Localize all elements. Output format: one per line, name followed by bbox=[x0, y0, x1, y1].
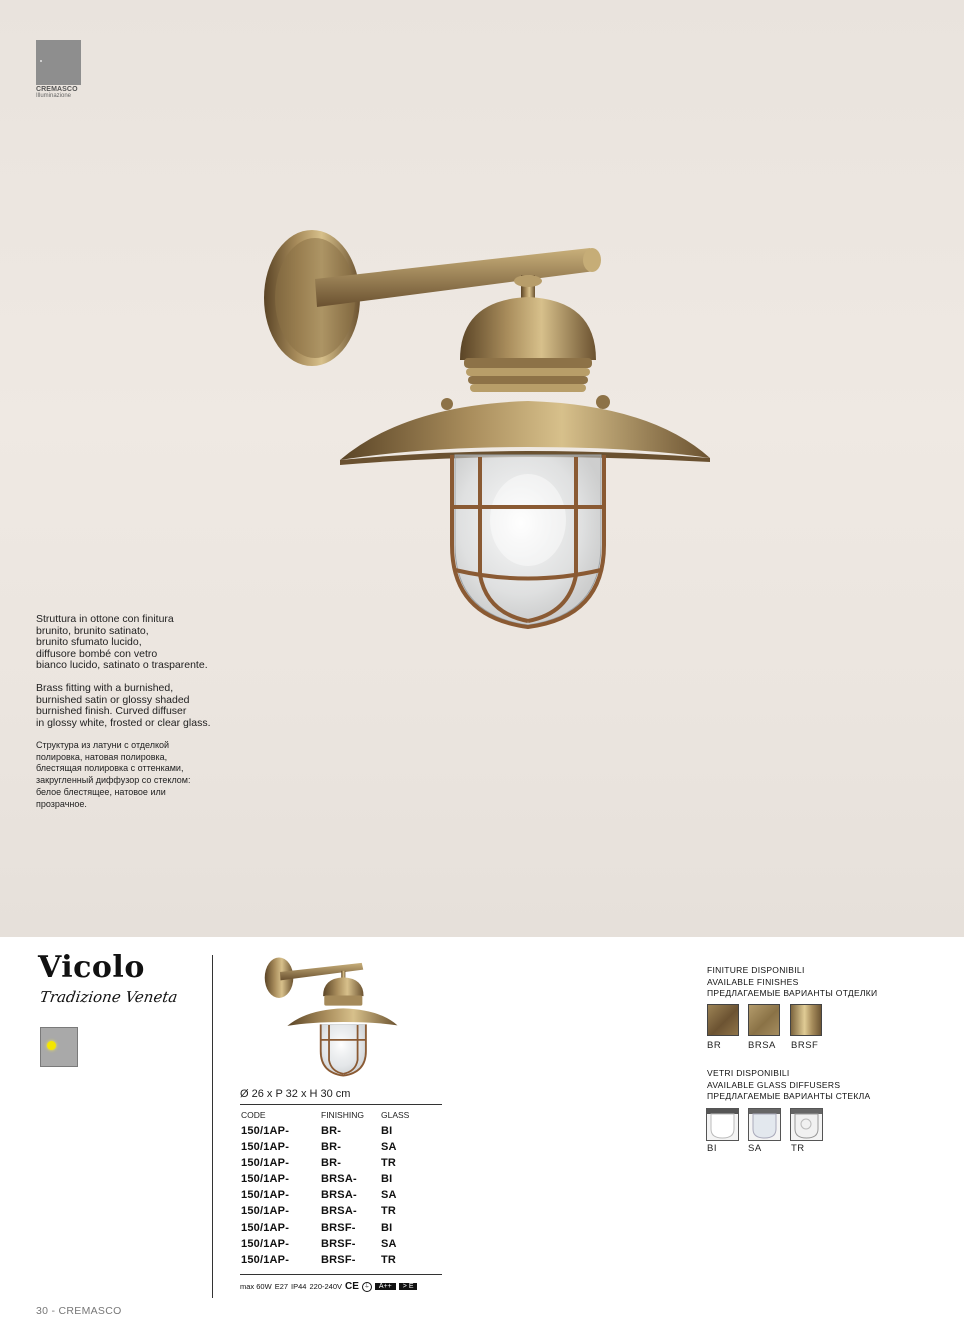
table-cell: BRSA- bbox=[321, 1205, 357, 1217]
desc-ru-line: закругленный диффузор со стеклом: bbox=[36, 775, 191, 786]
description-italian bbox=[36, 614, 208, 672]
finish-label-br: BR bbox=[707, 1040, 722, 1051]
brand-name: CREMASCO bbox=[36, 86, 78, 93]
finish-label-brsf: BRSF bbox=[791, 1040, 819, 1051]
table-cell: 150/1AP- bbox=[241, 1222, 290, 1234]
col-header-finishing: FINISHING bbox=[321, 1110, 364, 1120]
table-cell: TR bbox=[381, 1205, 397, 1217]
finish-swatch-brsf bbox=[790, 1004, 822, 1036]
table-cell: SA bbox=[381, 1238, 397, 1250]
spec-power: max 60W bbox=[240, 1282, 272, 1291]
table-cell: 150/1AP- bbox=[241, 1125, 290, 1137]
heading-line: VETRI DISPONIBILI bbox=[707, 1068, 790, 1078]
table-cell: 150/1AP- bbox=[241, 1238, 290, 1250]
finish-label-brsa: BRSA bbox=[748, 1040, 776, 1051]
table-cell: BR- bbox=[321, 1141, 342, 1153]
spec-ip: IP44 bbox=[291, 1282, 307, 1291]
glasses-heading bbox=[707, 1068, 871, 1103]
glass-label-bi: BI bbox=[707, 1143, 717, 1154]
glass-label-tr: TR bbox=[791, 1143, 805, 1154]
table-cell: TR bbox=[381, 1157, 397, 1169]
table-cell: BRSF- bbox=[321, 1254, 356, 1266]
table-cell: 150/1AP- bbox=[241, 1173, 290, 1185]
lamp-main-image bbox=[255, 215, 725, 635]
table-cell: 150/1AP- bbox=[241, 1141, 290, 1153]
lamp-thumbnail-image bbox=[262, 953, 402, 1078]
description-english bbox=[36, 683, 211, 729]
glass-swatch-sa bbox=[748, 1108, 781, 1141]
desc-it-line: brunito sfumato lucido, bbox=[36, 636, 142, 649]
description-russian bbox=[36, 740, 191, 810]
product-title: Vicolo bbox=[38, 950, 145, 985]
desc-it-line: diffusore bombé con vetro bbox=[36, 647, 158, 660]
heading-line: ПРЕДЛАГАЕМЫЕ ВАРИАНТЫ ОТДЕЛКИ bbox=[707, 988, 878, 998]
heading-line: AVAILABLE FINISHES bbox=[707, 976, 799, 987]
ce-mark-icon: CE bbox=[345, 1281, 359, 1292]
desc-en-line: in glossy white, frosted or clear glass. bbox=[36, 716, 211, 729]
table-cell: BR- bbox=[321, 1125, 342, 1137]
desc-it-line: Struttura in ottone con finitura bbox=[36, 613, 174, 625]
table-cell: BI bbox=[381, 1222, 393, 1234]
table-cell: 150/1AP- bbox=[241, 1205, 290, 1217]
col-header-glass: GLASS bbox=[381, 1110, 410, 1120]
table-cell: 150/1AP- bbox=[241, 1189, 290, 1201]
energy-class-e: > E bbox=[399, 1283, 418, 1290]
table-cell: 150/1AP- bbox=[241, 1254, 290, 1266]
divider bbox=[212, 955, 213, 1298]
desc-it-line: brunito, brunito satinato, bbox=[36, 624, 149, 637]
ground-symbol-icon: ⏚ bbox=[363, 1283, 370, 1290]
brand-logo bbox=[36, 40, 81, 85]
table-cell: BRSA- bbox=[321, 1189, 357, 1201]
table-cell: SA bbox=[381, 1189, 397, 1201]
energy-class-a: A++ bbox=[375, 1283, 396, 1290]
finish-swatch-brsa bbox=[748, 1004, 780, 1036]
table-cell: BRSF- bbox=[321, 1238, 356, 1250]
spec-socket: E27 bbox=[274, 1282, 289, 1291]
light-bulb-icon bbox=[40, 1027, 78, 1067]
glass-swatch-tr bbox=[790, 1108, 823, 1141]
glass-swatch-bi bbox=[706, 1108, 739, 1141]
desc-ru-line: прозрачное. bbox=[36, 798, 87, 809]
desc-it-line: bianco lucido, satinato o trasparente. bbox=[36, 659, 208, 672]
desc-ru-line: блестящая полировка с оттенками, bbox=[36, 763, 184, 774]
desc-ru-line: Структура из латуни с отделкой bbox=[36, 740, 170, 750]
table-cell: BI bbox=[381, 1173, 393, 1185]
finish-swatch-br bbox=[707, 1004, 739, 1036]
desc-ru-line: полировка, натовая полировка, bbox=[36, 751, 168, 762]
table-cell: SA bbox=[381, 1141, 397, 1153]
table-cell: 150/1AP- bbox=[241, 1157, 290, 1169]
product-dimensions: Ø 26 x P 32 x H 30 cm bbox=[240, 1088, 351, 1100]
table-top-rule bbox=[240, 1104, 442, 1105]
desc-en-line: Brass fitting with a burnished, bbox=[36, 682, 174, 694]
table-cell: TR bbox=[381, 1254, 397, 1266]
page-footer: 30 - CREMASCO bbox=[36, 1305, 122, 1317]
table-cell: BR- bbox=[321, 1157, 342, 1169]
glass-label-sa: SA bbox=[748, 1143, 762, 1154]
table-cell: BI bbox=[381, 1125, 393, 1137]
desc-en-line: burnished satin or glossy shaded bbox=[36, 693, 190, 706]
table-cell: BRSA- bbox=[321, 1173, 357, 1185]
table-cell: BRSF- bbox=[321, 1222, 356, 1234]
heading-line: FINITURE DISPONIBILI bbox=[707, 965, 805, 975]
heading-line: AVAILABLE GLASS DIFFUSERS bbox=[707, 1079, 841, 1090]
heading-line: ПРЕДЛАГАЕМЫЕ ВАРИАНТЫ СТЕКЛА bbox=[707, 1091, 871, 1101]
spec-voltage: 220-240V bbox=[309, 1282, 343, 1291]
finishes-heading bbox=[707, 965, 877, 1000]
desc-en-line: burnished finish. Curved diffuser bbox=[36, 705, 187, 718]
product-collection: Tradizione Veneta bbox=[38, 988, 179, 1006]
spec-line bbox=[240, 1281, 417, 1292]
table-bottom-rule bbox=[240, 1274, 442, 1275]
col-header-code: CODE bbox=[241, 1110, 266, 1120]
desc-ru-line: белое блестящее, натовое или bbox=[36, 786, 166, 797]
brand-tagline: Illuminazione bbox=[36, 93, 72, 99]
